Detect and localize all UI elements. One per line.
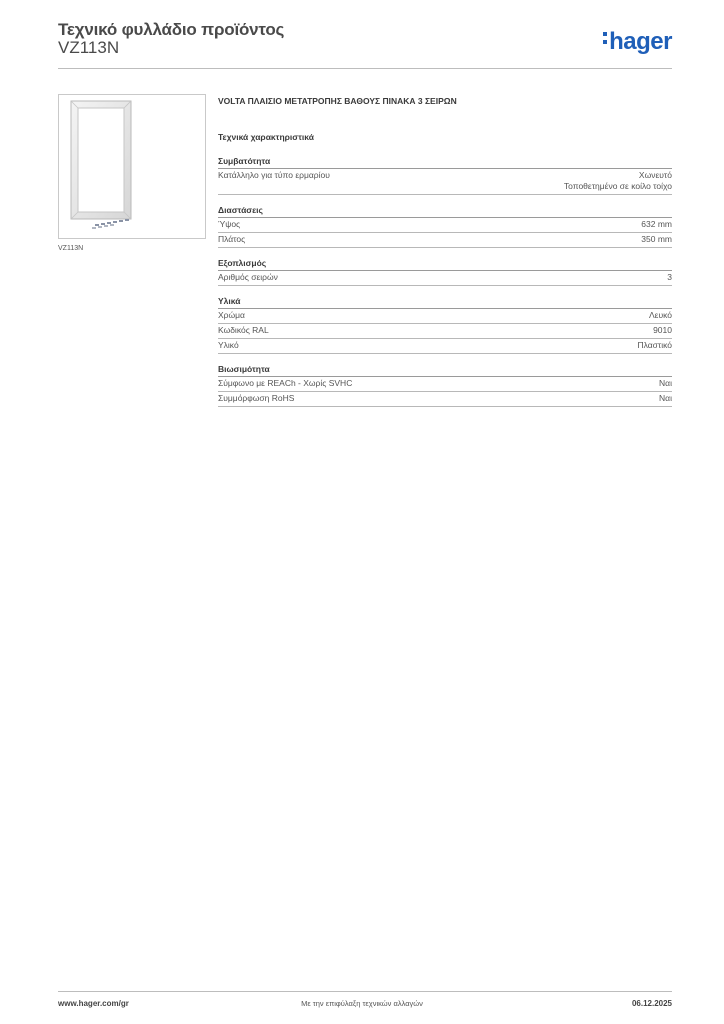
image-caption: VZ113N	[58, 245, 84, 252]
spec-value	[637, 340, 672, 351]
spec-label: Κατάλληλο για τύπο ερμαρίου	[218, 170, 330, 180]
frame-illustration-icon	[59, 95, 205, 238]
spec-value-line: Χωνευτό	[638, 170, 672, 180]
spec-label: Ύψος	[218, 219, 241, 229]
spec-value-line: 9010	[653, 325, 672, 335]
spec-label: Υλικό	[218, 340, 239, 350]
spec-group	[218, 156, 672, 195]
spec-row	[218, 339, 672, 354]
spec-value	[641, 234, 672, 245]
spec-row	[218, 377, 672, 392]
spec-value	[659, 378, 672, 389]
spec-value-line: Λευκό	[649, 310, 672, 320]
spec-row	[218, 169, 672, 195]
hager-logo	[603, 28, 672, 56]
header-divider	[58, 68, 672, 69]
spec-value	[564, 170, 672, 192]
spec-value-line: 3	[667, 272, 672, 282]
spec-value	[649, 310, 672, 321]
spec-group-title: Υλικά	[218, 296, 672, 309]
logo-text: hager	[609, 28, 672, 55]
spec-group	[218, 205, 672, 248]
spec-label: Κωδικός RAL	[218, 325, 269, 335]
spec-group-title: Εξοπλισμός	[218, 258, 672, 271]
footer-website: www.hager.com/gr	[58, 999, 129, 1008]
spec-label: Πλάτος	[218, 234, 246, 244]
spec-value	[641, 219, 672, 230]
product-code: VZ113N	[58, 38, 120, 57]
spec-value	[659, 393, 672, 404]
spec-row	[218, 324, 672, 339]
spec-row	[218, 233, 672, 248]
spec-groups	[218, 156, 672, 407]
spec-value-line: Τοποθετημένο σε κοίλο τοίχο	[563, 181, 672, 191]
spec-value-line: Ναι	[659, 378, 672, 388]
spec-row	[218, 271, 672, 286]
section-heading: Τεχνικά χαρακτηριστικά	[218, 132, 314, 142]
spec-row	[218, 392, 672, 407]
spec-value-line: Πλαστικό	[637, 340, 672, 350]
spec-label: Χρώμα	[218, 310, 245, 320]
footer-divider	[58, 991, 672, 992]
footer-note: Με την επιφύλαξη τεχνικών αλλαγών	[301, 999, 423, 1008]
spec-value	[667, 272, 672, 283]
spec-label: Σύμφωνο με REACh - Χωρίς SVHC	[218, 378, 353, 388]
spec-group	[218, 258, 672, 286]
spec-label: Αριθμός σειρών	[218, 272, 278, 282]
spec-group-title: Διαστάσεις	[218, 205, 672, 218]
spec-value-line: 632 mm	[641, 219, 672, 229]
product-image	[58, 94, 206, 239]
spec-group	[218, 296, 672, 354]
spec-group	[218, 364, 672, 407]
spec-row	[218, 309, 672, 324]
document-title: Τεχνικό φυλλάδιο προϊόντος	[58, 20, 285, 39]
footer-date: 06.12.2025	[631, 999, 672, 1008]
spec-value	[653, 325, 672, 336]
spec-row	[218, 218, 672, 233]
spec-value-line: Ναι	[659, 393, 672, 403]
spec-group-title: Συμβατότητα	[218, 156, 672, 169]
product-name: VOLTA ΠΛΑΙΣΙΟ ΜΕΤΑΤΡΟΠΗΣ ΒΑΘΟΥΣ ΠΙΝΑΚΑ 3 ΣΕΙΡΩΝ	[218, 96, 457, 106]
spec-content	[218, 96, 672, 417]
logo-mark-icon	[603, 32, 607, 48]
spec-group-title: Βιωσιμότητα	[218, 364, 672, 377]
spec-value-line: 350 mm	[641, 234, 672, 244]
spec-label: Συμμόρφωση RoHS	[218, 393, 295, 403]
